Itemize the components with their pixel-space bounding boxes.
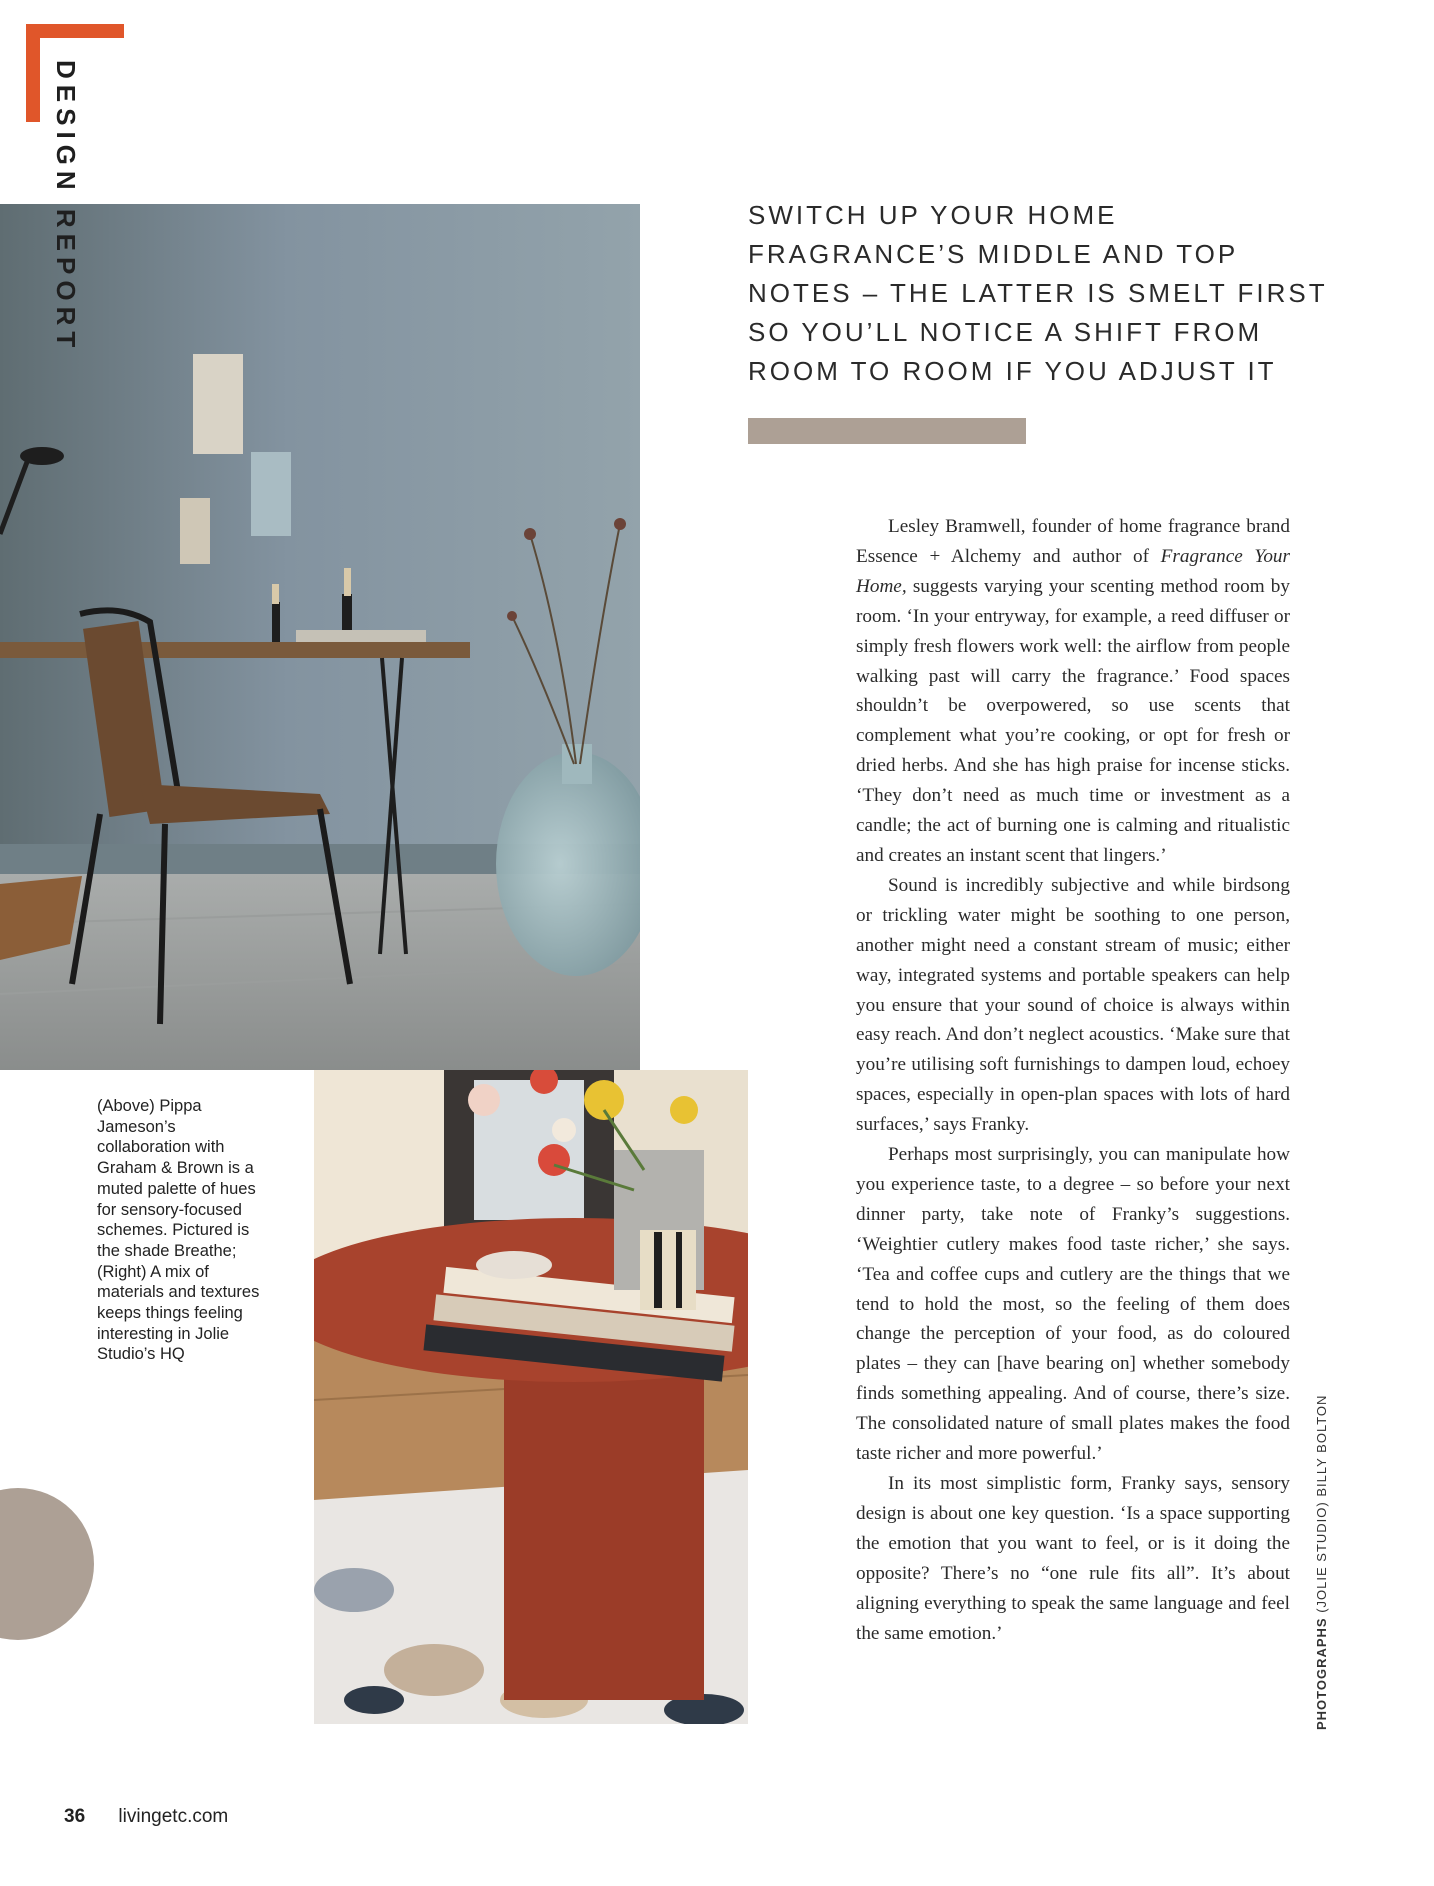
paint-swatch xyxy=(180,498,210,564)
corner-bracket-left xyxy=(26,24,40,122)
photo-table-scene xyxy=(314,1070,748,1724)
credit-label: PHOTOGRAPHS xyxy=(1314,1617,1329,1730)
page-footer xyxy=(64,1806,228,1828)
page-number: 36 xyxy=(64,1806,86,1827)
body-paragraph: Sound is incredibly subjective and while birdsong or trickling water might be soothing to one person, another might need a constant stream of music; either way, integrated systems and portable speakers can help you ensure that your sound of choice is always within easy reach. And don’t neglect acoustics. ‘Make sure that you’re utilising soft furnishings to dampen loud, echoey spaces, especially in open-plan spaces with lots of hard surfaces,’ says Franky. xyxy=(856,874,1290,1136)
desk-scene-illustration xyxy=(0,204,640,1070)
body-paragraph xyxy=(856,512,1290,871)
credit-text: (JOLIE STUDIO) BILLY BOLTON xyxy=(1314,1394,1329,1618)
table-pedestal xyxy=(504,1370,704,1700)
paint-swatch xyxy=(251,452,291,536)
table-scene-illustration xyxy=(314,1070,748,1724)
body-paragraph: Perhaps most surprisingly, you can manipulate how you experience taste, to a degree – so before your next dinner party, take note of Franky’s suggestions. ‘Weightier cutlery makes food taste richer,’ she says. ‘Tea and coffee cups and cutlery are the things that we tend to hold the most, so the feeling of them does change the perception of your food, as do coloured plates – they can [have bearing on] whether somebody finds something appealing. And of course, there’s size. The consolidated nature of small plates makes the food taste richer and more powerful.’ xyxy=(856,1144,1290,1465)
site-link[interactable]: livingetc.com xyxy=(118,1806,229,1827)
decorative-circle xyxy=(0,1488,94,1640)
candle-glass xyxy=(640,1230,696,1310)
book-title: Fragrance Your Home, xyxy=(856,545,1290,597)
pull-quote-line: SO YOU’LL NOTICE A SHIFT FROM xyxy=(748,317,1263,347)
photo-credit xyxy=(1314,1394,1329,1730)
corner-bracket-top xyxy=(26,24,124,38)
article-body xyxy=(856,512,1290,1648)
photo-desk-scene xyxy=(0,204,640,1070)
pull-quote-line: FRAGRANCE’S MIDDLE AND TOP xyxy=(748,239,1239,269)
desk-top xyxy=(0,642,470,658)
body-text: Lesley Bramwell, founder of home fragrance brand Essence + Alchemy and author of xyxy=(856,516,1290,567)
pull-quote-line: NOTES – THE LATTER IS SMELT FIRST xyxy=(748,278,1328,308)
pull-quote-line: ROOM TO ROOM IF YOU ADJUST IT xyxy=(748,356,1277,386)
photo-caption: (Above) Pippa Jameson’s collaboration with Graham & Brown is a muted palette of hues for sensory-focused schemes. Pictured is the shade Breathe; (Right) A mix of materials and textures keeps things feeling interesting in Jolie Studio’s HQ xyxy=(97,1097,260,1364)
pull-quote xyxy=(748,196,1328,391)
paint-swatch xyxy=(193,354,243,454)
body-text: suggests varying your scenting method room by room. ‘In your entryway, for example, a reed diffuser or simply fresh flowers work well: the airflow from people walking past will carry the fragrance.’ Food spaces shouldn’t be overpowered, so use scents that complement what you’re cooking, or opt for fresh or dried herbs. And she has high praise for incense sticks. ‘They don’t need as much time or investment as a candle; the act of burning one is calming and ritualistic and creates an instant scent that lingers.’ xyxy=(856,575,1290,866)
section-label: DESIGN REPORT xyxy=(51,60,81,354)
accent-bar xyxy=(748,418,1026,444)
pull-quote-line: SWITCH UP YOUR HOME xyxy=(748,200,1118,230)
body-paragraph: In its most simplistic form, Franky says, sensory design is about one key question. ‘Is a space supporting the emotion that you want to feel, or is it doing the opposite? There’s no “one rule fits all”. It’s about aligning everything to speak the same language and feel the same emotion.’ xyxy=(856,1473,1290,1644)
